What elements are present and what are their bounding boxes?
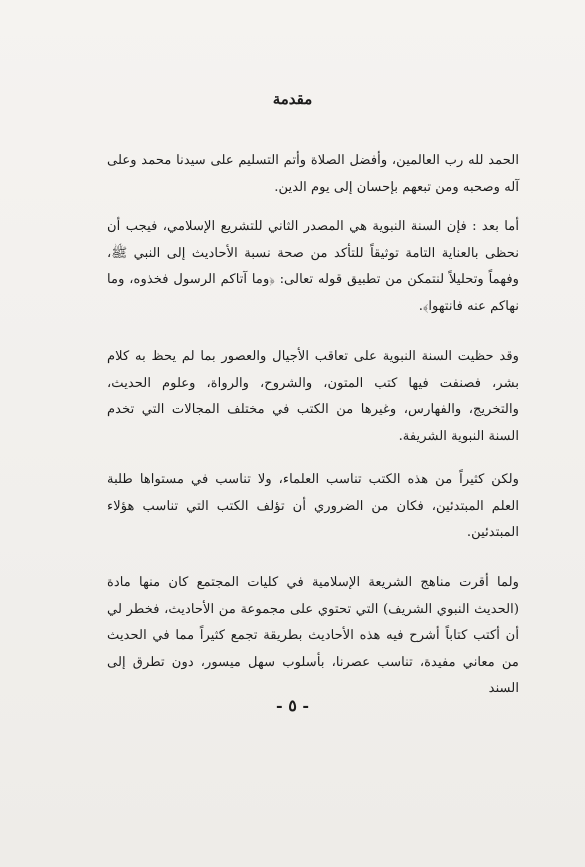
paragraph-3: وقد حظيت السنة النبوية على تعاقب الأجيال والعصور بما لم يحظ به كلام بشر، فصنفت فيها كتب المتون، والشروح، والرواة، وعلوم الحديث، والتخريج، والفهارس، وغيرها من الكتب في مختلف المجالات التي تخدم السنة النبوية الشريفة. xyxy=(107,349,519,444)
paragraph-5: ولما أقرت مناهج الشريعة الإسلامية في كليات المجتمع كان منها مادة (الحديث النبوي الشريف) التي تحتوي على مجموعة من الأحاديث، فخطر لي أن أكتب كتاباً أشرح فيه هذه الأحاديث بطريقة تجمع كثيراً مما في الحديث من معاني مفيدة، تناسب عصرنا، بأسلوب سهل ميسور، دون تطرق إلى السند xyxy=(107,575,519,696)
page-title: مقدمة xyxy=(272,90,313,108)
page-number: - ٥ - xyxy=(275,696,310,715)
paragraph-4: ولكن كثيراً من هذه الكتب تناسب العلماء، ولا تناسب في مستواها طلبة العلم المبتدئين، فكان من الضروري أن تؤلف الكتب التي تناسب هؤلاء المبتدئين. xyxy=(107,472,519,540)
paragraph-2: أما بعد : فإن السنة النبوية هي المصدر الثاني للتشريع الإسلامي، فيجب أن نحظى بالعناية التامة توثيقاً للتأكد من صحة نسبة الأحاديث إلى النبي ﷺ، وفهماً وتحليلاً لنتمكن من تطبيق قوله تعالى: ﴿وما آتاكم الرسول فخذوه، وما نهاكم عنه فانتهوا﴾. xyxy=(107,219,519,314)
paragraph-1: الحمد لله رب العالمين، وأفضل الصلاة وأتم التسليم على سيدنا محمد وعلى آله وصحبه ومن تبعهم بإحسان إلى يوم الدين. xyxy=(107,153,519,195)
